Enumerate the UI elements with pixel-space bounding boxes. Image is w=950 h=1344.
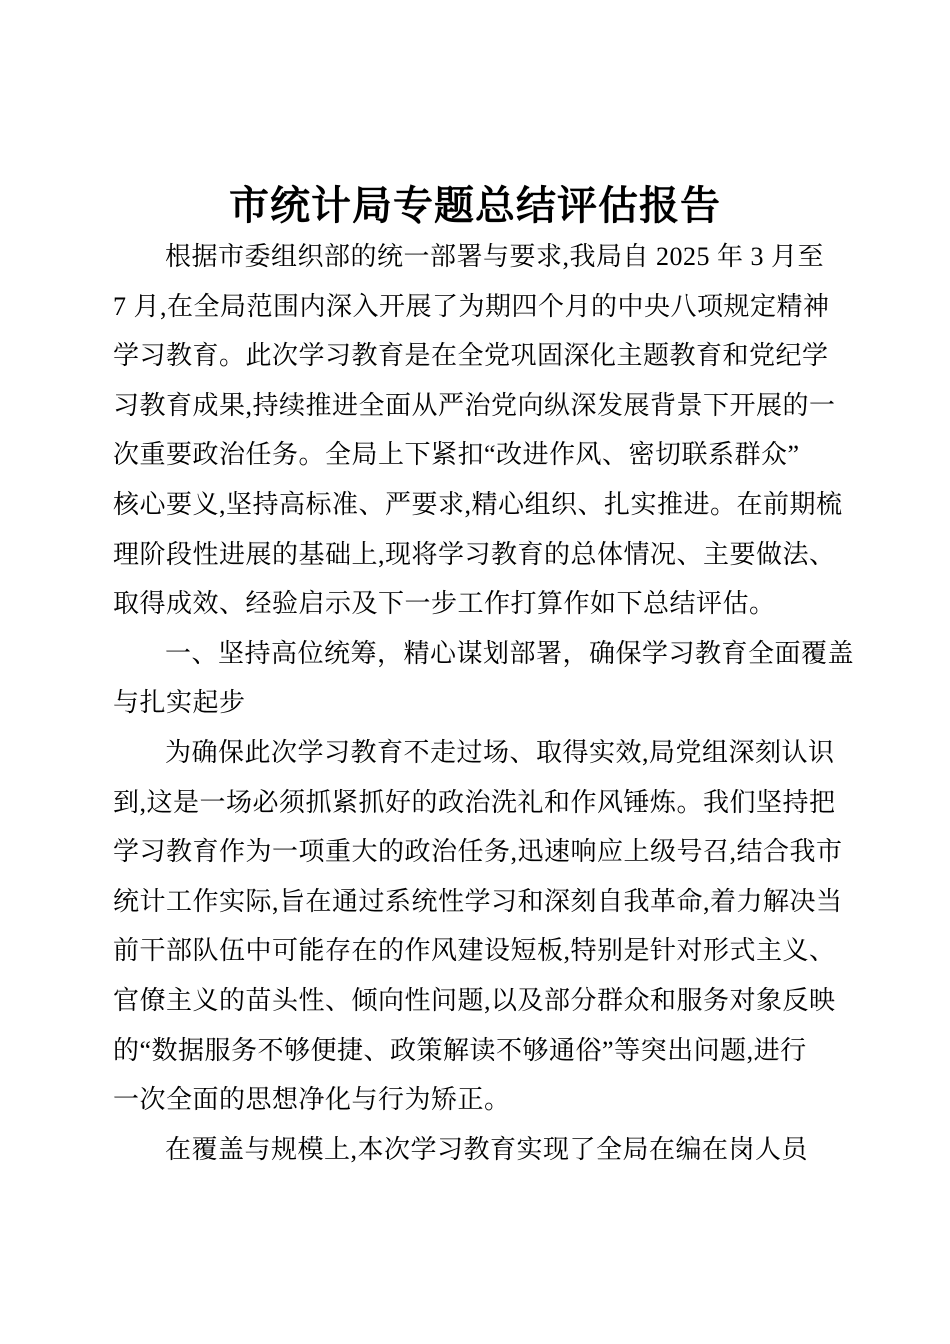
paragraph (113, 232, 843, 629)
document-title: 市统计局专题总结评估报告 (229, 183, 721, 228)
text-line: 取得成效、经验启示及下一步工作打算作如下总结评估。 (113, 589, 776, 619)
text-line: 在覆盖与规模上,本次学习教育实现了全局在编在岗人员 (165, 1134, 809, 1164)
text-line: 习教育成果,持续推进全面从严治党向纵深发展背景下开展的一 (113, 390, 836, 420)
text-line: 的“数据服务不够便捷、政策解读不够通俗”等突出问题,进行 (113, 1035, 807, 1065)
text-line: 一次全面的思想净化与行为矫正。 (113, 1085, 511, 1115)
document-content (113, 180, 855, 1174)
text-line: 官僚主义的苗头性、倾向性问题,以及部分群众和服务对象反映 (113, 985, 836, 1015)
text-line: 到,这是一场必须抓紧抓好的政治洗礼和作风锤炼。我们坚持把 (113, 787, 836, 817)
text-line: 理阶段性进展的基础上,现将学习教育的总体情况、主要做法、 (113, 539, 836, 569)
text-line: 根据市委组织部的统一部署与要求,我局自 2025 年 3 月至 (165, 242, 825, 271)
text-line: 次重要政治任务。全局上下紧扣“改进作风、密切联系群众” (113, 440, 800, 470)
section-heading (113, 629, 855, 728)
document-body (113, 232, 855, 1174)
paragraph (113, 728, 843, 1125)
text-line: 与扎实起步 (113, 688, 246, 718)
text-line: 7 月,在全局范围内深入开展了为期四个月的中央八项规定精神 (113, 291, 830, 321)
text-line: 一、坚持高位统筹，精心谋划部署，确保学习教育全面覆盖 (165, 638, 855, 668)
text-line: 核心要义,坚持高标准、严要求,精心组织、扎实推进。在前期梳 (113, 489, 843, 519)
text-line: 学习教育作为一项重大的政治任务,迅速响应上级号召,结合我市 (113, 837, 843, 867)
text-line: 学习教育。此次学习教育是在全党巩固深化主题教育和党纪学 (113, 341, 829, 371)
text-line: 统计工作实际,旨在通过系统性学习和深刻自我革命,着力解决当 (113, 886, 843, 916)
text-line: 前干部队伍中可能存在的作风建设短板,特别是针对形式主义、 (113, 936, 836, 966)
paragraph (113, 1125, 837, 1175)
text-line: 为确保此次学习教育不走过场、取得实效,局党组深刻认识 (165, 737, 835, 767)
